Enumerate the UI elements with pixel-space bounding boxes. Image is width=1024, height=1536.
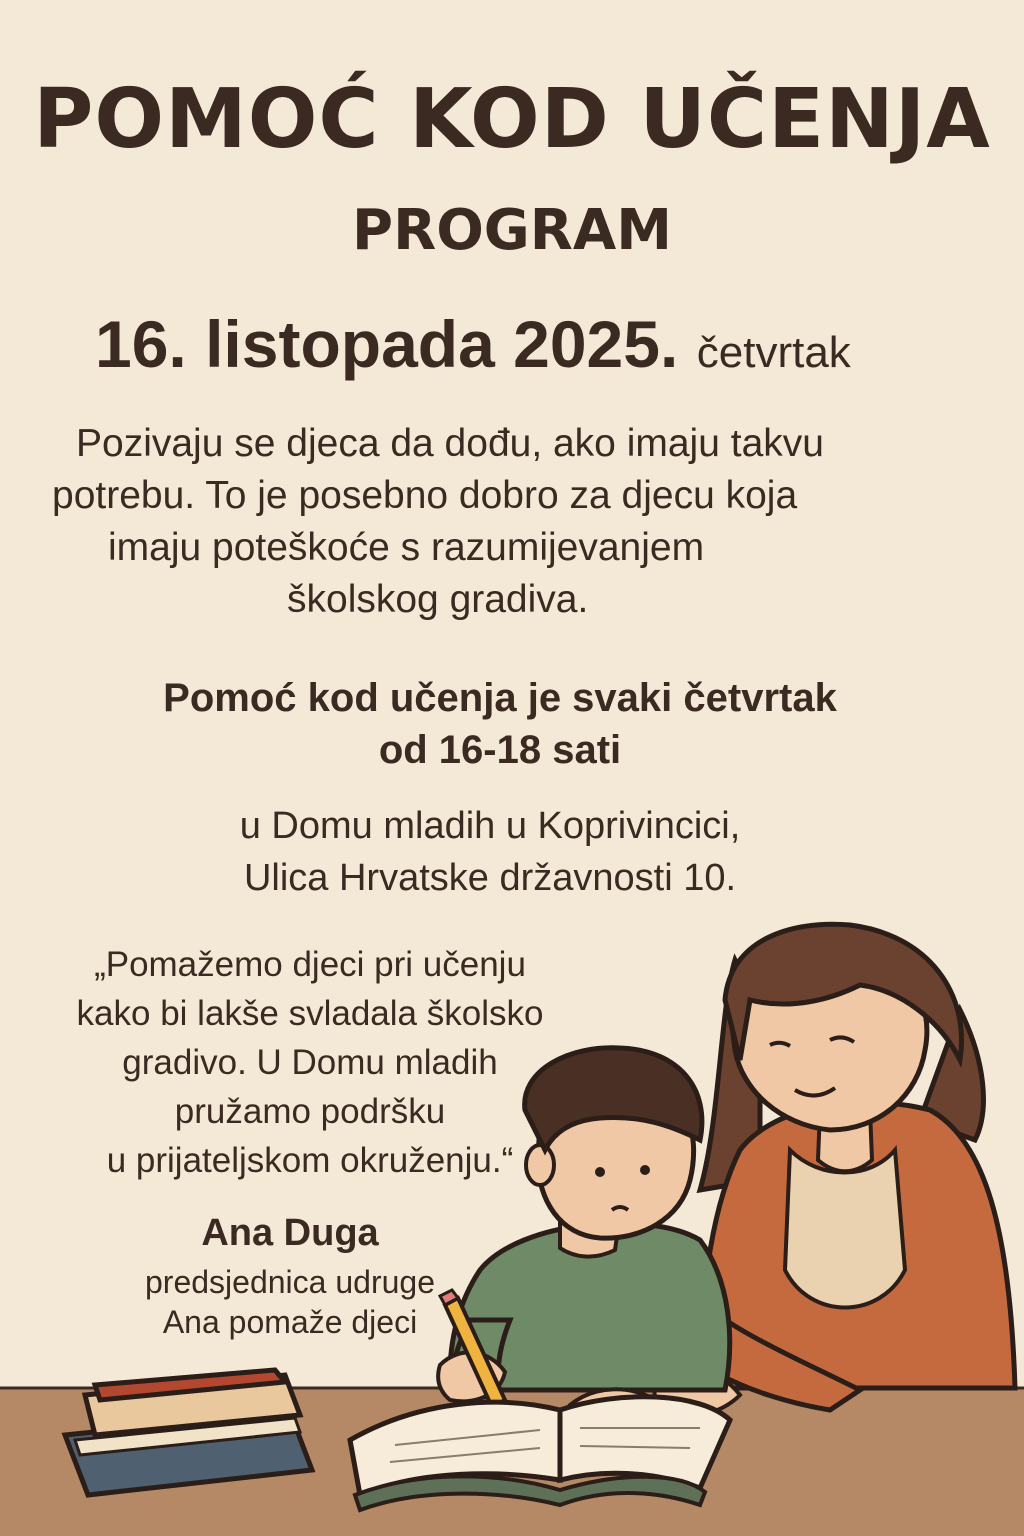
address-block [0, 800, 980, 904]
event-date: 16. listopada 2025. [95, 307, 679, 381]
intro-line: školskog gradiva. [287, 578, 589, 621]
schedule-line: Pomoć kod učenja je svaki četvrtak [163, 676, 837, 720]
quote-block [20, 940, 600, 1185]
intro-paragraph [40, 418, 984, 626]
poster-subtitle: PROGRAM [352, 198, 672, 263]
address-line: u Domu mladih u Koprivincici, [239, 805, 741, 847]
schedule-block [0, 672, 1000, 776]
signature-role-line: predsjednica udruge [145, 1264, 435, 1300]
event-weekday: četvrtak [696, 328, 851, 377]
event-date-line [95, 306, 995, 382]
quote-line: u prijateljskom okruženju.“ [106, 1141, 514, 1180]
intro-line: Pozivaju se djeca da dođu, ako imaju takvu [76, 422, 824, 465]
quote-line: gradivo. U Domu mladih [122, 1043, 498, 1082]
open-book-icon [350, 1397, 730, 1510]
signature-role [60, 1262, 520, 1342]
address-line: Ulica Hrvatske državnosti 10. [243, 857, 737, 899]
intro-line: imaju poteškoće s razumijevanjem [108, 526, 705, 569]
signature-role-line: Ana pomaže djeci [162, 1304, 418, 1340]
poster-title: POMOĆ KOD UČENJA [33, 72, 991, 167]
quote-line: kako bi lakše svladala školsko [76, 994, 544, 1033]
intro-line: potrebu. To je posebno dobro za djecu koja [52, 474, 798, 517]
schedule-line: od 16-18 sati [378, 728, 622, 772]
quote-line: pružamo podršku [174, 1092, 446, 1131]
quote-line: „Pomažemo djeci pri učenju [94, 945, 526, 984]
book-stack-icon [65, 1370, 312, 1495]
signature-name: Ana Duga [201, 1212, 379, 1254]
